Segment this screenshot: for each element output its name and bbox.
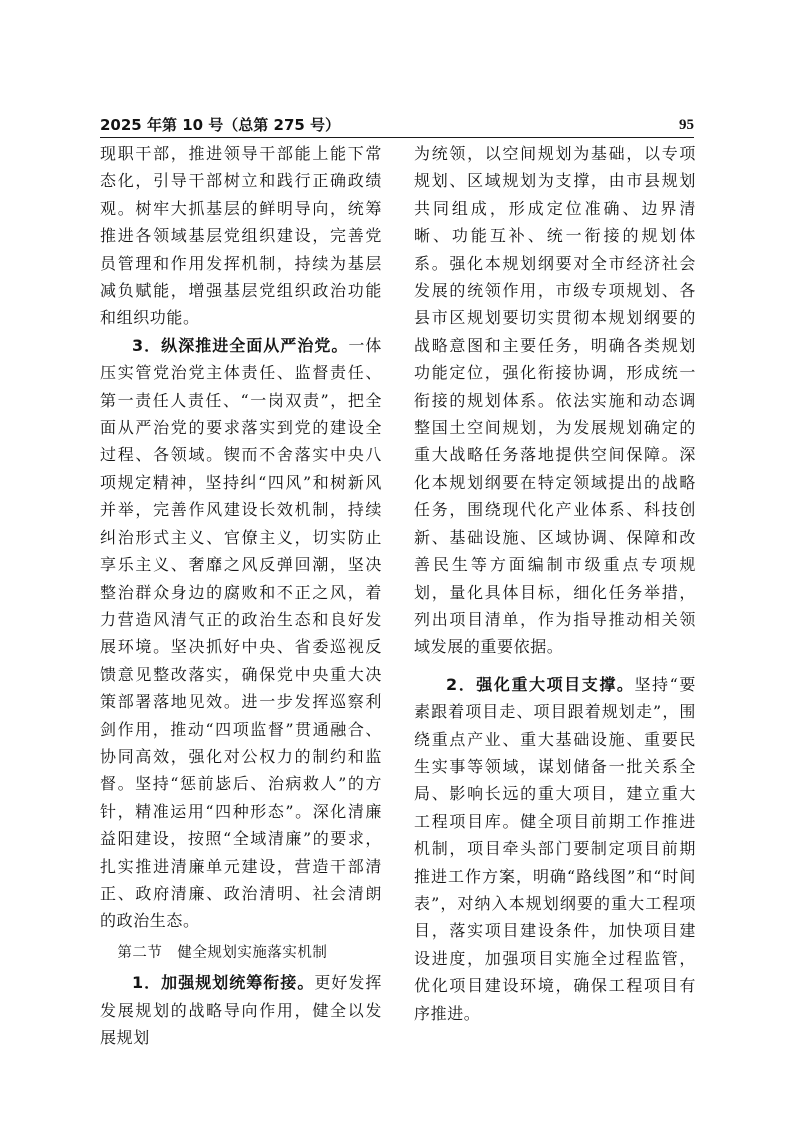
paragraph-body: 坚持“要素跟着项目走、项目跟着规划走”，围绕重点产业、重大基础设施、重要民生实事等领域，谋划储备一批关系全局、影响长远的重大项目，建立重大工程项目库。健全项目前期工作推进机制，项目牵头部门要制定项目前期推进工作方案，明确“路线图”和“时间表”，对纳入本规划纲要的重大工程项目，落实项目建设条件，加快项目建设进度，加强项目实施全过程监管，优化项目建设环境，确保工程项目有序推进。 (414, 674, 696, 1023)
running-header (100, 116, 694, 138)
paragraph-strict-governance (100, 332, 382, 935)
page-number: 95 (679, 117, 694, 133)
issue-label: 2025 年第 10 号（总第 275 号） (100, 116, 341, 134)
paragraph-heading: 2．强化重大项目支撑。 (446, 674, 635, 694)
paragraph-major-projects (414, 671, 696, 1027)
paragraph-heading: 3．纵深推进全面从严治党。 (132, 335, 349, 355)
paragraph-planning-coordination (100, 969, 382, 1051)
right-column (414, 140, 696, 1027)
paragraph-heading: 1．加强规划统筹衔接。 (132, 973, 315, 993)
paragraph-body: 更好发挥发展规划的战略导向作用，健全以发展规划 (100, 973, 382, 1047)
paragraph-continued: 现职干部，推进领导干部能上能下常态化，引导干部树立和践行正确政绩观。树牢大抓基层的鲜明导向，统筹推进各领域基层党组织建设，完善党员管理和作用发挥机制，持续为基层减负赋能，增强基层党组织政治功能和组织功能。 (100, 144, 382, 328)
header-divider (100, 137, 694, 138)
section-title: 第二节 健全规划实施落实机制 (117, 944, 328, 961)
left-column (100, 140, 382, 1051)
paragraph-body: 一体压实管党治党主体责任、监督责任、第一责任人责任、“一岗双责”，把全面从严治党的要求落实到党的建设全过程、各领域。锲而不舍落实中央八项规定精神，坚持纠“四风”和树新风并举，完善作风建设长效机制，持续纠治形式主义、官僚主义，切实防止享乐主义、奢靡之风反弹回潮，坚决整治群众身边的腐败和不正之风，着力营造风清气正的政治生态和良好发展环境。坚决抓好中央、省委巡视反馈意见整改落实，确保党中央重大决策部署落地见效。进一步发挥巡察利剑作用，推动“四项监督”贯通融合、协同高效，强化对公权力的制约和监督。坚持“惩前毖后、治病救人”的方针，精准运用“四种形态”。深化清廉益阳建设，按照“全域清廉”的要求，扎实推进清廉单元建设，营造干部清正、政府清廉、政治清明、社会清朗的政治生态。 (100, 335, 382, 931)
paragraph-continued: 为统领，以空间规划为基础，以专项规划、区域规划为支撑，由市县规划共同组成，形成定位准确、边界清晰、功能互补、统一衔接的规划体系。强化本规划纲要对全市经济社会发展的统领作用，市级专项规划、各县市区规划要切实贯彻本规划纲要的战略意图和主要任务，明确各类规划功能定位，强化衔接协调，形成统一衔接的规划体系。依法实施和动态调整国土空间规划，为发展规划确定的重大战略任务落地提供空间保障。深化本规划纲要在特定领域提出的战略任务，围绕现代化产业体系、科技创新、基础设施、区域协调、保障和改善民生等方面编制市级重点专项规划，量化具体目标，细化任务举措，列出项目清单，作为指导推动相关领域发展的重要依据。 (414, 144, 696, 657)
